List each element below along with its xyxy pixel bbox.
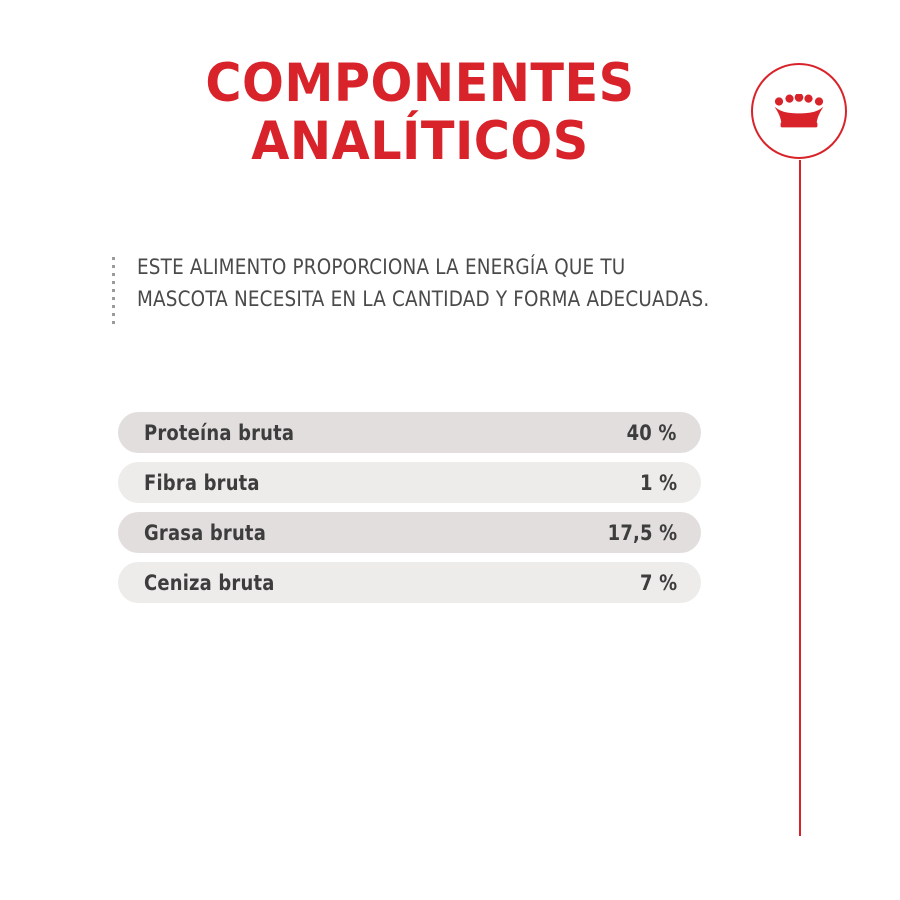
table-row [118, 512, 701, 553]
table-row [118, 462, 701, 503]
dotted-rule-decoration [112, 257, 115, 325]
component-label: Proteína bruta [144, 420, 295, 445]
table-row [118, 562, 701, 603]
royal-crown-icon [771, 94, 827, 128]
page-title [110, 55, 730, 171]
component-value: 1 % [639, 470, 677, 495]
page-title-line-2: ANALÍTICOS [251, 111, 589, 172]
component-label: Fibra bruta [144, 470, 260, 495]
component-value: 7 % [639, 570, 677, 595]
intro-text: ESTE ALIMENTO PROPORCIONA LA ENERGÍA QUE TU MASCOTA NECESITA EN LA CANTIDAD Y FORMA ADECUADAS. [137, 255, 710, 312]
vertical-accent-line [799, 160, 801, 836]
page-title-line-1: COMPONENTES [205, 53, 635, 114]
logo-circle [751, 63, 847, 159]
component-value: 17,5 % [607, 520, 677, 545]
components-table [118, 412, 701, 612]
brand-logo [751, 63, 849, 161]
intro-paragraph [112, 252, 752, 325]
component-label: Grasa bruta [144, 520, 267, 545]
component-value: 40 % [627, 420, 677, 445]
table-row [118, 412, 701, 453]
component-label: Ceniza bruta [144, 570, 275, 595]
